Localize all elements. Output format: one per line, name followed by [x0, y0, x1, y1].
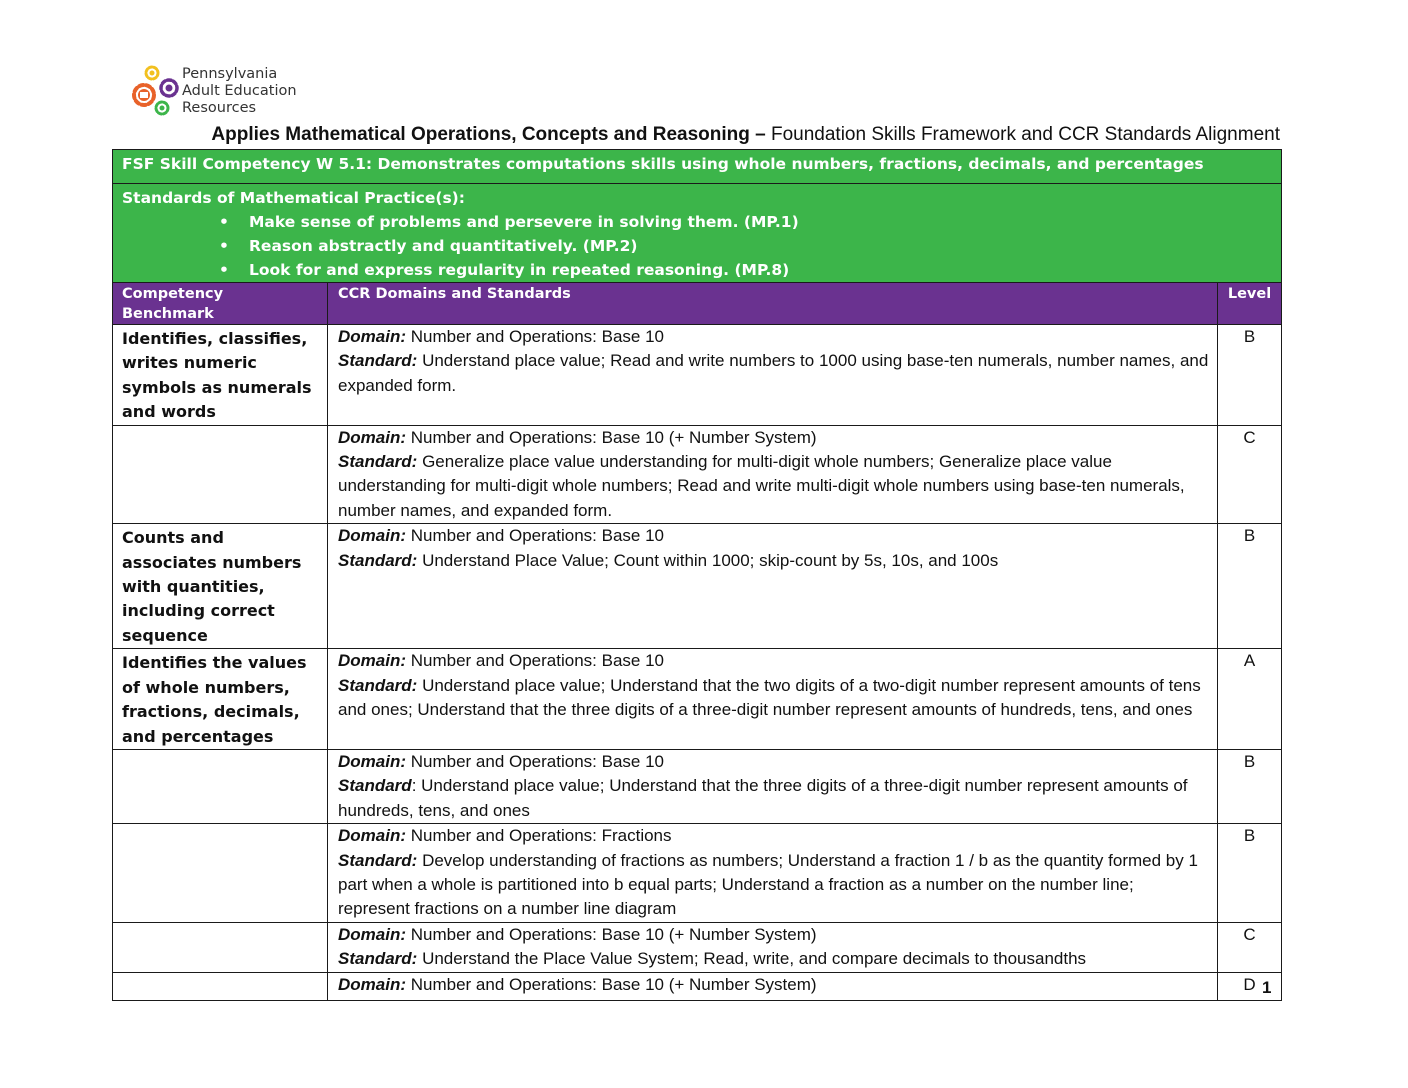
domain-label: Domain: — [338, 651, 406, 671]
alignment-table — [112, 149, 1282, 1001]
standard-value: Develop understanding of fractions as numbers; Understand a fraction 1 / b as the quantity formed by 1 part when a whole is partitioned into b equal parts; Understand a fraction as a number on the number line; represent fractions on a number line diagram — [338, 850, 1198, 919]
ccr-cell — [328, 425, 1218, 524]
skill-row — [113, 150, 1282, 184]
domain-line — [338, 325, 1209, 349]
header-benchmark: Competency Benchmark — [113, 283, 328, 325]
domain-label: Domain: — [338, 526, 406, 546]
page-number: 1 — [1262, 978, 1272, 997]
standard-value: Generalize place value understanding for multi-digit whole numbers; Generalize place value understanding for multi-digit whole numbers; Read and write multi-digit whole numbers using base-ten numerals, number names, and expanded form. — [338, 452, 1185, 520]
table-row — [113, 325, 1282, 426]
header-ccr: CCR Domains and Standards — [328, 283, 1218, 325]
standard-line — [338, 947, 1209, 971]
benchmark-cell — [113, 425, 328, 524]
benchmark-cell — [113, 972, 328, 1000]
domain-value: Number and Operations: Base 10 — [406, 751, 664, 771]
header-row — [113, 283, 1282, 325]
ccr-cell — [328, 749, 1218, 823]
domain-line — [338, 923, 1209, 947]
level-cell: B — [1218, 824, 1282, 923]
standard-value: Understand place value; Understand that the two digits of a two-digit number represent amounts of tens and ones; Understand that the three digits of a three-digit number represent amounts of hundreds, tens, and ones — [338, 675, 1201, 720]
standard-label: Standard — [338, 776, 412, 796]
table-row — [113, 824, 1282, 923]
table-row — [113, 524, 1282, 649]
benchmark-cell — [113, 922, 328, 972]
standard-value: : Understand place value; Understand that the three digits of a three-digit number represent amounts of hundreds, tens, and ones — [338, 776, 1188, 820]
table-row — [113, 649, 1282, 750]
domain-value: Number and Operations: Base 10 (+ Number System) — [406, 974, 817, 994]
level-cell: B — [1218, 325, 1282, 426]
page-title — [112, 124, 1280, 146]
benchmark-cell: Identifies, classifies, writes numeric symbols as numerals and words — [113, 325, 328, 426]
table-row — [113, 749, 1282, 823]
domain-value: Number and Operations: Base 10 — [406, 651, 664, 671]
benchmark-cell — [113, 749, 328, 823]
standard-line — [338, 549, 1209, 573]
standard-line — [338, 349, 1209, 398]
practices-heading: Standards of Mathematical Practice(s): — [122, 189, 465, 207]
standard-label: Standard: — [338, 452, 418, 472]
practice-item: • Look for and express regularity in repeated reasoning. (MP.8) — [249, 258, 1272, 282]
level-cell: C — [1218, 922, 1282, 972]
domain-label: Domain: — [338, 924, 406, 944]
domain-label: Domain: — [338, 751, 406, 771]
domain-value: Number and Operations: Base 10 — [406, 327, 664, 346]
ccr-cell — [328, 972, 1218, 1000]
gears-icon — [128, 64, 184, 120]
benchmark-cell: Counts and associates numbers with quantities, including correct sequence — [113, 524, 328, 649]
domain-value: Number and Operations: Fractions — [406, 826, 672, 846]
domain-line — [338, 750, 1209, 774]
ccr-cell — [328, 524, 1218, 649]
domain-line — [338, 426, 1209, 450]
practice-item: • Reason abstractly and quantitatively. (MP.2) — [249, 234, 1272, 258]
logo-text — [182, 66, 297, 117]
standard-line — [338, 450, 1209, 523]
domain-value: Number and Operations: Base 10 (+ Number System) — [406, 427, 817, 447]
ccr-cell — [328, 922, 1218, 972]
logo — [128, 64, 328, 120]
ccr-cell — [328, 649, 1218, 750]
logo-line: Adult Education — [182, 83, 297, 99]
logo-line: Pennsylvania — [182, 66, 278, 82]
standard-value: Understand Place Value; Count within 1000; skip-count by 5s, 10s, and 100s — [417, 550, 999, 570]
standard-line — [338, 849, 1209, 922]
standard-label: Standard: — [338, 351, 418, 371]
domain-line — [338, 524, 1209, 548]
table-row — [113, 972, 1282, 1000]
standard-line — [338, 774, 1209, 823]
practices-list — [122, 210, 1272, 282]
domain-value: Number and Operations: Base 10 (+ Number System) — [406, 924, 817, 944]
level-cell: B — [1218, 524, 1282, 649]
table-row — [113, 425, 1282, 524]
domain-label: Domain: — [338, 427, 406, 447]
domain-line — [338, 649, 1209, 673]
standard-label: Standard: — [338, 949, 418, 969]
table-row — [113, 922, 1282, 972]
standard-label: Standard: — [338, 550, 418, 570]
ccr-cell — [328, 325, 1218, 426]
skill-competency: FSF Skill Competency W 5.1: Demonstrates computations skills using whole numbers, fractions, decimals, and percentages — [113, 150, 1282, 184]
standard-label: Standard: — [338, 675, 418, 695]
domain-label: Domain: — [338, 327, 406, 346]
level-cell: B — [1218, 749, 1282, 823]
practices-cell — [113, 184, 1282, 283]
title-regular: Foundation Skills Framework and CCR Standards Alignment — [765, 124, 1280, 145]
ccr-cell — [328, 824, 1218, 923]
logo-line: Resources — [182, 100, 257, 116]
standard-value: Understand the Place Value System; Read, write, and compare decimals to thousandths — [417, 949, 1087, 969]
level-cell: C — [1218, 425, 1282, 524]
level-cell: A — [1218, 649, 1282, 750]
domain-label: Domain: — [338, 826, 406, 846]
header-level: Level — [1218, 283, 1282, 325]
standard-value: Understand place value; Read and write numbers to 1000 using base-ten numerals, number names, and expanded form. — [338, 351, 1209, 395]
benchmark-cell — [113, 824, 328, 923]
standard-label: Standard: — [338, 850, 418, 870]
standard-line — [338, 674, 1209, 723]
practice-item: • Make sense of problems and persevere in solving them. (MP.1) — [249, 210, 1272, 234]
benchmark-cell: Identifies the values of whole numbers, fractions, decimals, and percentages — [113, 649, 328, 750]
domain-line — [338, 824, 1209, 848]
level-cell: D — [1218, 972, 1282, 1000]
domain-line — [338, 973, 1209, 997]
domain-label: Domain: — [338, 974, 406, 994]
title-bold: Applies Mathematical Operations, Concepts and Reasoning – — [211, 124, 766, 145]
practices-row — [113, 184, 1282, 283]
domain-value: Number and Operations: Base 10 — [406, 526, 664, 546]
